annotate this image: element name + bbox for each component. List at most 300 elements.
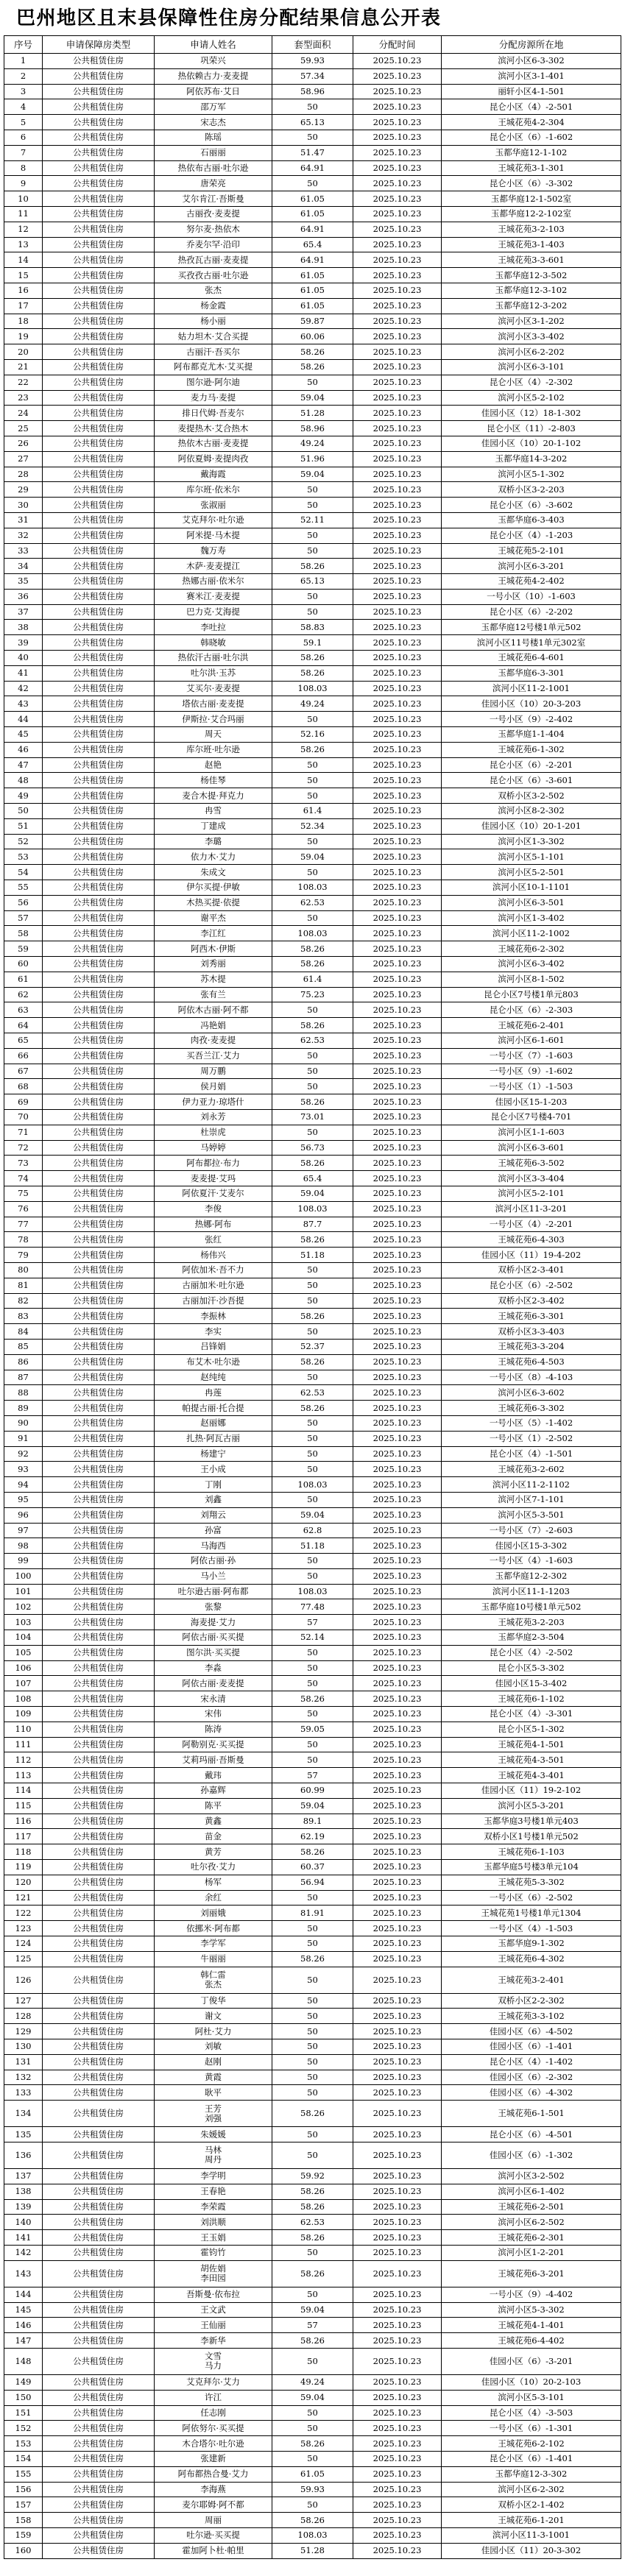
cell-serial-number: 28 (4, 467, 43, 482)
cell-housing-type: 公共租赁住房 (43, 54, 155, 68)
cell-housing-location: 王城花苑6-3-201 (442, 2261, 621, 2287)
table-row (4, 2230, 621, 2246)
cell-housing-location: 昆仑小区（6）-4-501 (442, 2127, 621, 2142)
cell-unit-area: 58.26 (272, 2513, 353, 2527)
cell-unit-area: 58.26 (272, 344, 353, 359)
cell-unit-area: 49.24 (272, 436, 353, 451)
cell-allocation-date: 2025.10.23 (353, 130, 442, 145)
cell-housing-type: 公共租赁住房 (43, 268, 155, 283)
cell-unit-area: 58.26 (272, 1355, 353, 1370)
table-row (4, 819, 621, 835)
cell-serial-number: 57 (4, 911, 43, 926)
cell-allocation-date: 2025.10.23 (353, 299, 442, 314)
cell-housing-type: 公共租赁住房 (43, 2085, 155, 2100)
cell-housing-location: 王城花苑6-1-302 (442, 743, 621, 757)
cell-unit-area: 59.04 (272, 849, 353, 864)
cell-housing-type: 公共租赁住房 (43, 2421, 155, 2435)
cell-applicant-name: 吕锋娟 (155, 1340, 272, 1354)
table-row (4, 2261, 621, 2287)
header-allocation-date: 分配时间 (353, 36, 442, 53)
cell-applicant-name: 周万鹏 (155, 1064, 272, 1079)
cell-housing-location: 玉都华庭1-1-404 (442, 727, 621, 742)
cell-housing-type: 公共租赁住房 (43, 2246, 155, 2260)
cell-allocation-date: 2025.10.23 (353, 375, 442, 390)
cell-applicant-name: 孙富 (155, 1524, 272, 1538)
cell-unit-area: 61.4 (272, 804, 353, 818)
cell-applicant-name: 王玉娟 (155, 2230, 272, 2245)
cell-housing-type: 公共租赁住房 (43, 1921, 155, 1936)
cell-housing-location: 佳园小区（6）-4-502 (442, 2024, 621, 2039)
cell-serial-number: 75 (4, 1186, 43, 1201)
cell-allocation-date: 2025.10.23 (353, 835, 442, 849)
cell-applicant-name: 塔依古丽·麦麦提 (155, 696, 272, 711)
cell-unit-area: 50 (272, 1462, 353, 1476)
cell-unit-area: 50 (272, 1278, 353, 1293)
cell-serial-number: 146 (4, 2318, 43, 2332)
cell-housing-type: 公共租赁住房 (43, 988, 155, 1002)
cell-unit-area: 59.04 (272, 2303, 353, 2318)
cell-allocation-date: 2025.10.23 (353, 498, 442, 512)
cell-housing-location: 王城花苑6-2-301 (442, 2230, 621, 2245)
cell-allocation-date: 2025.10.23 (353, 635, 442, 650)
cell-housing-type: 公共租赁住房 (43, 926, 155, 941)
cell-applicant-name: 刘丽娥 (155, 1906, 272, 1920)
cell-housing-type: 公共租赁住房 (43, 85, 155, 99)
cell-applicant-name: 赵刚 (155, 2055, 272, 2070)
cell-housing-location: 滨河小区11-2-1001 (442, 682, 621, 696)
cell-serial-number: 101 (4, 1585, 43, 1599)
cell-unit-area: 56.94 (272, 1875, 353, 1890)
cell-housing-type: 公共租赁住房 (43, 207, 155, 222)
cell-housing-location: 昆仑小区7号楼4-701 (442, 1110, 621, 1125)
cell-serial-number: 139 (4, 2200, 43, 2215)
table-row (4, 2039, 621, 2055)
cell-unit-area: 50 (272, 835, 353, 849)
cell-serial-number: 86 (4, 1355, 43, 1370)
cell-housing-type: 公共租赁住房 (43, 682, 155, 696)
cell-applicant-name: 热娜·阿布 (155, 1217, 272, 1232)
cell-allocation-date: 2025.10.23 (353, 436, 442, 451)
cell-applicant-name: 库尔班·依米尔 (155, 482, 272, 497)
cell-applicant-name: 阿依木古丽·阿不都 (155, 1002, 272, 1017)
cell-allocation-date: 2025.10.23 (353, 849, 442, 864)
cell-applicant-name: 戴海霞 (155, 467, 272, 482)
cell-housing-location: 佳园小区（6）-1-302 (442, 2142, 621, 2168)
cell-applicant-name: 李吐拉 (155, 620, 272, 634)
cell-housing-type: 公共租赁住房 (43, 452, 155, 467)
table-row (4, 191, 621, 207)
cell-unit-area: 50 (272, 2055, 353, 2070)
cell-housing-type: 公共租赁住房 (43, 360, 155, 375)
cell-unit-area: 108.03 (272, 1585, 353, 1599)
cell-serial-number: 3 (4, 85, 43, 99)
table-row (4, 1967, 621, 1994)
cell-applicant-name: 牛丽丽 (155, 1952, 272, 1967)
cell-housing-location: 昆仑小区（4）-1-501 (442, 1447, 621, 1462)
cell-housing-location: 滨河小区6-2-202 (442, 344, 621, 359)
table-row (4, 283, 621, 299)
cell-housing-location: 滨河小区8-2-302 (442, 804, 621, 818)
cell-housing-type: 公共租赁住房 (43, 2303, 155, 2318)
cell-housing-type: 公共租赁住房 (43, 115, 155, 130)
cell-unit-area: 58.26 (272, 941, 353, 956)
cell-allocation-date: 2025.10.23 (353, 222, 442, 237)
table-row (4, 788, 621, 804)
cell-housing-type: 公共租赁住房 (43, 712, 155, 726)
cell-allocation-date: 2025.10.23 (353, 1860, 442, 1875)
cell-serial-number: 21 (4, 360, 43, 375)
cell-housing-type: 公共租赁住房 (43, 972, 155, 987)
cell-unit-area: 58.26 (272, 2333, 353, 2348)
cell-serial-number: 80 (4, 1263, 43, 1278)
cell-unit-area: 61.05 (272, 283, 353, 298)
cell-allocation-date: 2025.10.23 (353, 1477, 442, 1492)
cell-applicant-name: 赵艳 (155, 758, 272, 773)
table-row (4, 1202, 621, 1217)
cell-serial-number: 150 (4, 2391, 43, 2405)
cell-applicant-name: 努尔麦·热依木 (155, 222, 272, 237)
cell-housing-location: 一号小区（8）-4-103 (442, 1370, 621, 1385)
cell-applicant-name: 木热买提·依提 (155, 896, 272, 910)
cell-housing-type: 公共租赁住房 (43, 1278, 155, 1293)
cell-housing-location: 滨河小区6-2-502 (442, 2215, 621, 2229)
cell-housing-type: 公共租赁住房 (43, 1049, 155, 1064)
cell-unit-area: 58.26 (272, 1094, 353, 1109)
cell-housing-type: 公共租赁住房 (43, 1217, 155, 1232)
cell-serial-number: 1 (4, 54, 43, 68)
cell-unit-area: 50 (272, 99, 353, 114)
cell-allocation-date: 2025.10.23 (353, 1661, 442, 1676)
cell-housing-location: 一号小区（6）-2-502 (442, 1891, 621, 1906)
cell-housing-type: 公共租赁住房 (43, 1752, 155, 1767)
cell-housing-location: 滨河小区1-3-402 (442, 911, 621, 926)
table-row (4, 2467, 621, 2483)
cell-housing-type: 公共租赁住房 (43, 498, 155, 512)
cell-allocation-date: 2025.10.23 (353, 54, 442, 68)
table-header-row (4, 36, 621, 54)
table-row (4, 1783, 621, 1799)
cell-housing-type: 公共租赁住房 (43, 2230, 155, 2245)
cell-allocation-date: 2025.10.23 (353, 1538, 442, 1553)
cell-applicant-name: 任志刚 (155, 2406, 272, 2421)
cell-applicant-name: 陈瑶 (155, 130, 272, 145)
cell-applicant-name: 排日代姆·吾麦尔 (155, 406, 272, 420)
cell-allocation-date: 2025.10.23 (353, 957, 442, 972)
cell-housing-type: 公共租赁住房 (43, 2101, 155, 2126)
cell-serial-number: 55 (4, 880, 43, 895)
cell-applicant-name: 冉雪 (155, 804, 272, 818)
cell-housing-type: 公共租赁住房 (43, 344, 155, 359)
cell-applicant-name: 麦麦提·艾玛 (155, 1171, 272, 1186)
table-row (4, 1171, 621, 1186)
cell-housing-location: 王城花苑6-1-501 (442, 2101, 621, 2126)
cell-unit-area: 50 (272, 1263, 353, 1278)
cell-housing-location: 王城花苑3-2-203 (442, 1615, 621, 1630)
cell-allocation-date: 2025.10.23 (353, 1875, 442, 1890)
cell-unit-area: 49.24 (272, 696, 353, 711)
cell-housing-type: 公共租赁住房 (43, 406, 155, 420)
cell-housing-location: 滨河小区11-2-1002 (442, 926, 621, 941)
cell-allocation-date: 2025.10.23 (353, 99, 442, 114)
cell-unit-area: 77.48 (272, 1599, 353, 1614)
cell-housing-location: 王城花苑6-4-402 (442, 2333, 621, 2348)
cell-serial-number: 115 (4, 1799, 43, 1814)
cell-unit-area: 52.14 (272, 1630, 353, 1645)
cell-unit-area: 59.04 (272, 391, 353, 406)
header-housing-location: 分配房源所在地 (442, 36, 621, 53)
cell-applicant-name: 阿西木·伊斯 (155, 941, 272, 956)
cell-allocation-date: 2025.10.23 (353, 2483, 442, 2497)
cell-housing-type: 公共租赁住房 (43, 1110, 155, 1125)
cell-housing-location: 玉都华庭12-1-102 (442, 146, 621, 160)
cell-unit-area: 62.53 (272, 896, 353, 910)
cell-housing-type: 公共租赁住房 (43, 2513, 155, 2527)
cell-applicant-name: 买孜孜古丽·吐尔逊 (155, 268, 272, 283)
cell-unit-area: 58.26 (272, 2436, 353, 2451)
cell-housing-type: 公共租赁住房 (43, 544, 155, 559)
cell-applicant-name: 巴力克·艾海提 (155, 605, 272, 620)
cell-housing-location: 玉都华庭12-3-102 (442, 283, 621, 298)
cell-serial-number: 159 (4, 2528, 43, 2543)
cell-housing-location: 王城花苑6-4-302 (442, 1952, 621, 1967)
table-row (4, 804, 621, 819)
table-row (4, 1217, 621, 1233)
table-row (4, 1018, 621, 1033)
table-row (4, 1385, 621, 1401)
cell-serial-number: 114 (4, 1783, 43, 1798)
cell-housing-type: 公共租赁住房 (43, 574, 155, 589)
cell-housing-location: 佳园小区15-1-203 (442, 1094, 621, 1109)
cell-serial-number: 156 (4, 2483, 43, 2497)
cell-serial-number: 133 (4, 2085, 43, 2100)
cell-serial-number: 43 (4, 696, 43, 711)
cell-serial-number: 110 (4, 1722, 43, 1737)
cell-serial-number: 16 (4, 283, 43, 298)
table-row (4, 2318, 621, 2333)
table-row (4, 130, 621, 146)
cell-allocation-date: 2025.10.23 (353, 2169, 442, 2184)
cell-serial-number: 59 (4, 941, 43, 956)
cell-unit-area: 59.04 (272, 1186, 353, 1201)
cell-housing-type: 公共租赁住房 (43, 1156, 155, 1170)
table-row (4, 1906, 621, 1921)
cell-serial-number: 129 (4, 2024, 43, 2039)
cell-serial-number: 42 (4, 682, 43, 696)
cell-allocation-date: 2025.10.23 (353, 865, 442, 880)
table-row (4, 1355, 621, 1370)
cell-applicant-name: 古丽加米·吐尔逊 (155, 1278, 272, 1293)
cell-serial-number: 37 (4, 605, 43, 620)
cell-serial-number: 26 (4, 436, 43, 451)
cell-housing-location: 双桥小区3-2-502 (442, 788, 621, 803)
cell-serial-number: 136 (4, 2142, 43, 2168)
cell-applicant-name: 麦尔耶姆·阿不都 (155, 2497, 272, 2512)
cell-housing-type: 公共租赁住房 (43, 1401, 155, 1415)
cell-applicant-name: 赵丽娜 (155, 1416, 272, 1431)
cell-applicant-name: 王小成 (155, 1462, 272, 1476)
cell-allocation-date: 2025.10.23 (353, 1355, 442, 1370)
cell-housing-location: 滨河小区5-2-102 (442, 391, 621, 406)
cell-housing-location: 一号小区（7）-2-603 (442, 1524, 621, 1538)
table-row (4, 1370, 621, 1386)
cell-serial-number: 63 (4, 1002, 43, 1017)
cell-applicant-name: 扎热·阿瓦古丽 (155, 1432, 272, 1446)
cell-serial-number: 143 (4, 2261, 43, 2287)
cell-unit-area: 108.03 (272, 2528, 353, 2543)
cell-unit-area: 50 (272, 773, 353, 788)
table-row (4, 207, 621, 222)
cell-housing-type: 公共租赁住房 (43, 1615, 155, 1630)
cell-serial-number: 47 (4, 758, 43, 773)
cell-housing-location: 王城花苑6-2-401 (442, 1018, 621, 1033)
cell-unit-area: 51.96 (272, 452, 353, 467)
table-row (4, 1186, 621, 1202)
cell-unit-area: 58.26 (272, 1309, 353, 1323)
cell-housing-type: 公共租赁住房 (43, 2127, 155, 2142)
cell-housing-location: 王城花苑3-2-602 (442, 1462, 621, 1476)
table-row (4, 896, 621, 911)
cell-housing-type: 公共租赁住房 (43, 1538, 155, 1553)
table-row (4, 1599, 621, 1615)
cell-serial-number: 131 (4, 2055, 43, 2070)
table-row (4, 1585, 621, 1600)
cell-unit-area: 50 (272, 528, 353, 543)
cell-applicant-name: 库尔班·吐尔逊 (155, 743, 272, 757)
cell-allocation-date: 2025.10.23 (353, 1768, 442, 1783)
cell-serial-number: 69 (4, 1094, 43, 1109)
cell-serial-number: 81 (4, 1278, 43, 1293)
table-row (4, 1477, 621, 1493)
cell-serial-number: 17 (4, 299, 43, 314)
table-row (4, 682, 621, 697)
cell-housing-type: 公共租赁住房 (43, 1508, 155, 1523)
cell-serial-number: 90 (4, 1416, 43, 1431)
cell-housing-type: 公共租赁住房 (43, 130, 155, 145)
cell-housing-type: 公共租赁住房 (43, 590, 155, 604)
cell-housing-location: 玉都华庭6-3-301 (442, 666, 621, 681)
cell-housing-type: 公共租赁住房 (43, 1340, 155, 1354)
cell-unit-area: 108.03 (272, 926, 353, 941)
cell-housing-type: 公共租赁住房 (43, 1141, 155, 1156)
cell-housing-type: 公共租赁住房 (43, 191, 155, 206)
cell-serial-number: 4 (4, 99, 43, 114)
cell-unit-area: 50 (272, 590, 353, 604)
cell-housing-location: 双桥小区2-3-402 (442, 1294, 621, 1309)
cell-housing-type: 公共租赁住房 (43, 1676, 155, 1691)
cell-housing-type: 公共租赁住房 (43, 314, 155, 329)
cell-applicant-name: 黄芳 (155, 1844, 272, 1859)
cell-applicant-name: 张杰 (155, 283, 272, 298)
table-row (4, 1110, 621, 1125)
cell-serial-number: 27 (4, 452, 43, 467)
cell-allocation-date: 2025.10.23 (353, 2421, 442, 2435)
cell-housing-location: 王城花苑3-3-204 (442, 1340, 621, 1354)
cell-unit-area: 50 (272, 2127, 353, 2142)
cell-unit-area: 87.7 (272, 1217, 353, 1232)
header-unit-area: 套型面积 (272, 36, 353, 53)
cell-housing-type: 公共租赁住房 (43, 1783, 155, 1798)
cell-applicant-name: 依挪米·阿布都 (155, 1921, 272, 1936)
cell-housing-location: 滨河小区11-1-1203 (442, 1585, 621, 1599)
cell-housing-location: 王城花苑6-1-201 (442, 2513, 621, 2527)
cell-unit-area: 58.26 (272, 2184, 353, 2199)
cell-unit-area: 50 (272, 1125, 353, 1140)
cell-housing-type: 公共租赁住房 (43, 1554, 155, 1568)
cell-unit-area: 61.05 (272, 299, 353, 314)
table-row (4, 1661, 621, 1677)
cell-housing-location: 佳园小区（12）18-1-302 (442, 406, 621, 420)
cell-serial-number: 97 (4, 1524, 43, 1538)
cell-housing-type: 公共租赁住房 (43, 2039, 155, 2054)
cell-serial-number: 119 (4, 1860, 43, 1875)
cell-applicant-name: 王春艳 (155, 2184, 272, 2199)
cell-applicant-name: 张建新 (155, 2452, 272, 2466)
cell-unit-area: 59.04 (272, 1799, 353, 1814)
cell-housing-type: 公共租赁住房 (43, 773, 155, 788)
cell-allocation-date: 2025.10.23 (353, 238, 442, 252)
cell-serial-number: 11 (4, 207, 43, 222)
cell-allocation-date: 2025.10.23 (353, 1217, 442, 1232)
cell-housing-location: 滨河小区6-3-602 (442, 1385, 621, 1400)
cell-allocation-date: 2025.10.23 (353, 1110, 442, 1125)
cell-allocation-date: 2025.10.23 (353, 2215, 442, 2229)
cell-allocation-date: 2025.10.23 (353, 819, 442, 834)
cell-unit-area: 59.05 (272, 1722, 353, 1737)
cell-applicant-name: 吐尔孜·艾力 (155, 1860, 272, 1875)
cell-allocation-date: 2025.10.23 (353, 1340, 442, 1354)
table-row (4, 926, 621, 941)
cell-housing-location: 王城花苑6-2-302 (442, 941, 621, 956)
cell-unit-area: 62.53 (272, 1385, 353, 1400)
table-row (4, 1691, 621, 1707)
cell-housing-type: 公共租赁住房 (43, 651, 155, 665)
cell-unit-area: 50 (272, 1554, 353, 1568)
cell-allocation-date: 2025.10.23 (353, 926, 442, 941)
cell-housing-location: 一号小区（9）-2-402 (442, 712, 621, 726)
cell-housing-location: 昆仑小区（6）-1-602 (442, 130, 621, 145)
cell-housing-type: 公共租赁住房 (43, 1064, 155, 1079)
cell-unit-area: 50 (272, 2421, 353, 2435)
cell-allocation-date: 2025.10.23 (353, 1676, 442, 1691)
cell-serial-number: 105 (4, 1646, 43, 1660)
table-row (4, 2127, 621, 2142)
cell-allocation-date: 2025.10.23 (353, 2127, 442, 2142)
cell-housing-location: 玉都华庭3号楼1单元403 (442, 1814, 621, 1829)
table-row (4, 1125, 621, 1141)
cell-unit-area: 62.8 (272, 1524, 353, 1538)
table-row (4, 605, 621, 620)
cell-housing-type: 公共租赁住房 (43, 1309, 155, 1323)
cell-applicant-name: 唐荣亮 (155, 176, 272, 191)
cell-applicant-name: 黄鑫 (155, 1814, 272, 1829)
cell-applicant-name: 肉孜·麦麦提 (155, 1033, 272, 1048)
cell-applicant-name: 吐尔洪·玉苏 (155, 666, 272, 681)
cell-housing-location: 王城花苑6-1-103 (442, 1844, 621, 1859)
table-row (4, 1738, 621, 1753)
table-row (4, 2513, 621, 2528)
cell-serial-number: 7 (4, 146, 43, 160)
cell-allocation-date: 2025.10.23 (353, 176, 442, 191)
cell-serial-number: 32 (4, 528, 43, 543)
cell-housing-type: 公共租赁住房 (43, 1599, 155, 1614)
cell-housing-type: 公共租赁住房 (43, 1324, 155, 1339)
cell-unit-area: 58.26 (272, 2101, 353, 2126)
table-row (4, 2215, 621, 2230)
cell-housing-location: 滨河小区1-2-201 (442, 2246, 621, 2260)
cell-housing-type: 公共租赁住房 (43, 1967, 155, 1993)
cell-applicant-name: 霍钧竹 (155, 2246, 272, 2260)
table-row (4, 1707, 621, 1722)
